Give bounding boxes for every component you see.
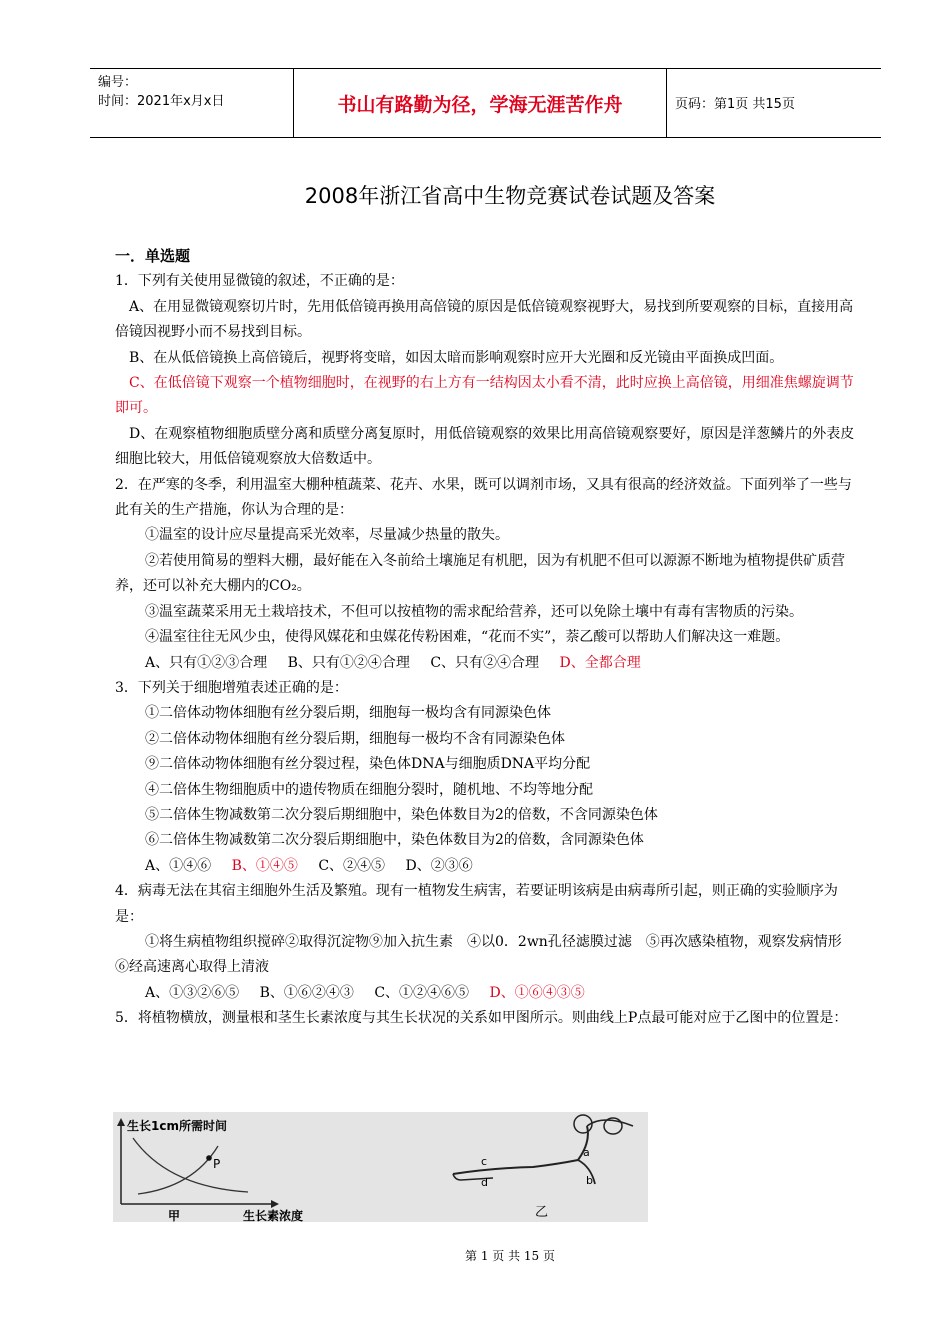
point-p-marker — [206, 1155, 212, 1161]
question-2-option-d-answer: D、全都合理 — [559, 654, 641, 671]
question-2-item-2: ②若使用简易的塑料大棚，最好能在入冬前给土壤施足有机肥，因为有机肥不但可以源源不断地为植物提供矿质营养，还可以补充大棚内的CO₂。 — [115, 552, 845, 595]
document-body — [115, 244, 870, 1032]
page-header — [90, 68, 881, 138]
question-2-options — [115, 651, 860, 676]
seedling-leaf-stalk — [587, 1120, 633, 1126]
time-label: 时间：2021年x月x日 — [98, 94, 225, 109]
section-heading: 一．单选题 — [115, 247, 191, 265]
label-c: c — [481, 1155, 488, 1168]
question-3-item-3: ⑨二倍体动物体细胞有丝分裂过程，染色体DNA与细胞质DNA平均分配 — [145, 756, 591, 773]
header-page-info: 页码：第1页 共15页 — [675, 97, 795, 112]
question-4-option-a: A、①③②⑥⑤ — [145, 984, 240, 1001]
question-4-stem: 4．病毒无法在其宿主细胞外生活及繁殖。现有一植物发生病害，若要证明该病是由病毒所引起，则正确的实验顺序为是： — [115, 883, 838, 925]
question-3-item-1: ①二倍体动物体细胞有丝分裂后期，细胞每一极均含有同源染色体 — [145, 705, 551, 722]
question-1-option-d: D、在观察植物细胞质壁分离和质壁分离复原时，用低倍镜观察的效果比用高倍镜观察要好，原因是洋葱鳞片的外表皮细胞比较大，用低倍镜观察放大倍数适中。 — [115, 425, 855, 468]
question-3-item-6: ⑥二倍体生物减数第二次分裂后期细胞中，染色体数目为2的倍数，含同源染色体 — [145, 832, 644, 849]
question-5-figure — [113, 1112, 648, 1222]
graph-xlabel: 生长素浓度 — [243, 1209, 304, 1222]
header-motto: 书山有路勤为径，学海无涯苦作舟 — [293, 69, 667, 137]
curve-increasing — [138, 1146, 221, 1194]
question-2-stem: 2．在严寒的冬季，利用温室大棚种植蔬菜、花卉、水果，既可以调剂市场，又具有很高的经济效益。下面列举了一些与此有关的生产措施，你认为合理的是： — [115, 476, 852, 519]
graph-x-arrow — [271, 1200, 279, 1208]
number-label: 编号： — [98, 75, 138, 90]
question-1-option-c-answer: C、在低倍镜下观察一个植物细胞时，在视野的右上方有一结构因太小看不清，此时应换上高倍镜，用细准焦螺旋调节即可。 — [115, 375, 854, 417]
question-2-item-4: ④温室往往无风少虫，使得风媒花和虫媒花传粉困难，“花而不实”，萘乙酸可以帮助人们解决这一难题。 — [145, 629, 790, 646]
question-3-option-b-answer: B、①④⑤ — [231, 857, 298, 874]
page-footer: 第 1 页 共 15 页 — [465, 1249, 555, 1263]
label-b: b — [586, 1174, 593, 1187]
question-3-options — [115, 854, 860, 879]
question-2-option-a: A、只有①②③合理 — [145, 654, 268, 671]
label-d: d — [481, 1176, 488, 1189]
graph-y-arrow — [117, 1118, 125, 1126]
question-4-option-d-answer: D、①⑥④③⑤ — [489, 984, 585, 1001]
seedling-stem — [453, 1126, 588, 1174]
question-4-steps: ①将生病植物组织搅碎②取得沉淀物⑨加入抗生素 ④以0．2wn孔径滤膜过滤 ⑤再次感染植物，观察发病情形 ⑥经高速离心取得上清液 — [115, 933, 870, 976]
question-3-option-a: A、①④⑥ — [145, 857, 212, 874]
question-3-item-2: ②二倍体动物体细胞有丝分裂后期，细胞每一极均不含有同源染色体 — [145, 730, 565, 747]
curve-decreasing — [133, 1138, 248, 1192]
question-4-options — [115, 981, 860, 1006]
question-2-item-3: ③温室蔬菜采用无土栽培技术，不但可以按植物的需求配给营养，还可以免除土壤中有毒有害物质的污染。 — [145, 603, 803, 620]
question-3-item-4: ④二倍体生物细胞质中的遗传物质在细胞分裂时，随机地、不均等地分配 — [145, 781, 593, 798]
question-2-option-b: B、只有①②④合理 — [287, 654, 410, 671]
question-3-option-c: C、②④⑤ — [318, 857, 386, 874]
point-p-label: P — [213, 1157, 221, 1171]
question-3-item-5: ⑤二倍体生物减数第二次分裂后期细胞中，染色体数目为2的倍数，不含同源染色体 — [145, 806, 658, 823]
figure-svg — [113, 1112, 648, 1222]
question-1-option-a: A、在用显微镜观察切片时，先用低倍镜再换用高倍镜的原因是低倍镜观察视野大，易找到所要观察的目标，直接用高倍镜因视野小而不易找到目标。 — [115, 298, 854, 341]
document-title: 2008年浙江省高中生物竞赛试卷试题及答案 — [304, 184, 716, 208]
question-2-item-1: ①温室的设计应尽量提高采光效率，尽量减少热量的散失。 — [145, 527, 509, 544]
header-meta — [98, 73, 224, 111]
question-4-option-c: C、①②④⑥⑤ — [374, 984, 470, 1001]
question-1-option-b: B、在从低倍镜换上高倍镜后，视野将变暗，如因太暗而影响观察时应开大光圈和反光镜由平面换成凹面。 — [129, 349, 784, 366]
question-3-stem: 3．下列关于细胞增殖表述正确的是： — [115, 679, 348, 696]
question-5-stem: 5．将植物横放，测量根和茎生长素浓度与其生长状况的关系如甲图所示。则曲线上P点最可能对应于乙图中的位置是： — [115, 1010, 848, 1027]
question-1-stem: 1．下列有关使用显微镜的叙述，不正确的是： — [115, 273, 404, 290]
right-caption: 乙 — [535, 1205, 549, 1220]
question-3-option-d: D、②③⑥ — [405, 857, 473, 874]
left-caption: 甲 — [168, 1209, 181, 1222]
label-a: a — [583, 1146, 590, 1159]
question-2-option-c: C、只有②④合理 — [430, 654, 540, 671]
question-4-option-b: B、①⑥②④③ — [259, 984, 354, 1001]
graph-ylabel: 生长1cm所需时间 — [127, 1119, 227, 1133]
